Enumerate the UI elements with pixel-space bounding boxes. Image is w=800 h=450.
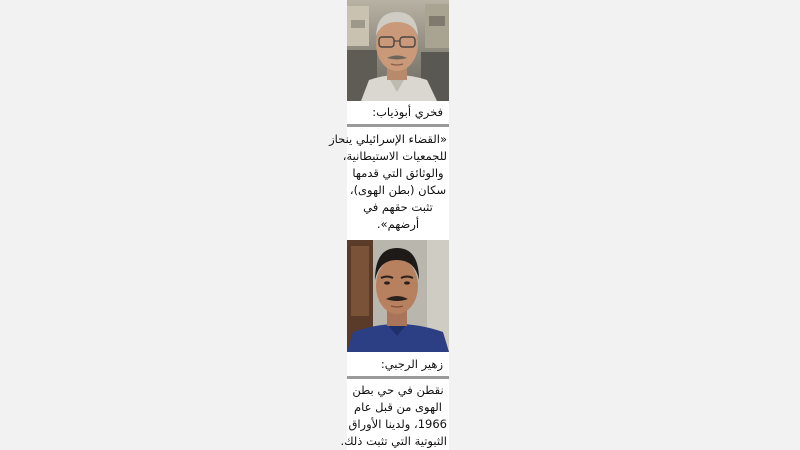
- quote-1-line: سكان (بطن الهوى)،: [349, 183, 447, 197]
- quote-2-line: الهوى من قبل عام: [354, 400, 442, 414]
- quote-1-line: تثبت حقهم في: [363, 200, 433, 214]
- quote-2-line: الثبوتية التي تثبت ذلك.: [340, 434, 447, 448]
- quote-1-line: للجمعيات الاستيطانية،: [342, 149, 447, 163]
- person-1-quote: [329, 131, 449, 233]
- quote-1-line: أرضهم».: [376, 217, 420, 231]
- quote-2-line: نقطن في حي بطن: [352, 383, 444, 397]
- divider-2: [347, 376, 449, 379]
- portrait-photo-2: [347, 240, 449, 352]
- quote-2-line: 1966، ولدينا الأوراق: [348, 417, 447, 431]
- divider-1: [347, 124, 449, 127]
- portrait-photo-1: [347, 0, 449, 101]
- person-2-quote: [340, 382, 449, 450]
- quote-1-line: والوثائق التي قدمها: [352, 166, 444, 180]
- person-2-name: زهير الرجبي:: [380, 357, 443, 371]
- quote-1-line: «القضاء الإسرائيلي ينحاز: [329, 132, 447, 146]
- quotes-column: [329, 0, 449, 450]
- person-1-name: فخري أبوذياب:: [372, 105, 443, 119]
